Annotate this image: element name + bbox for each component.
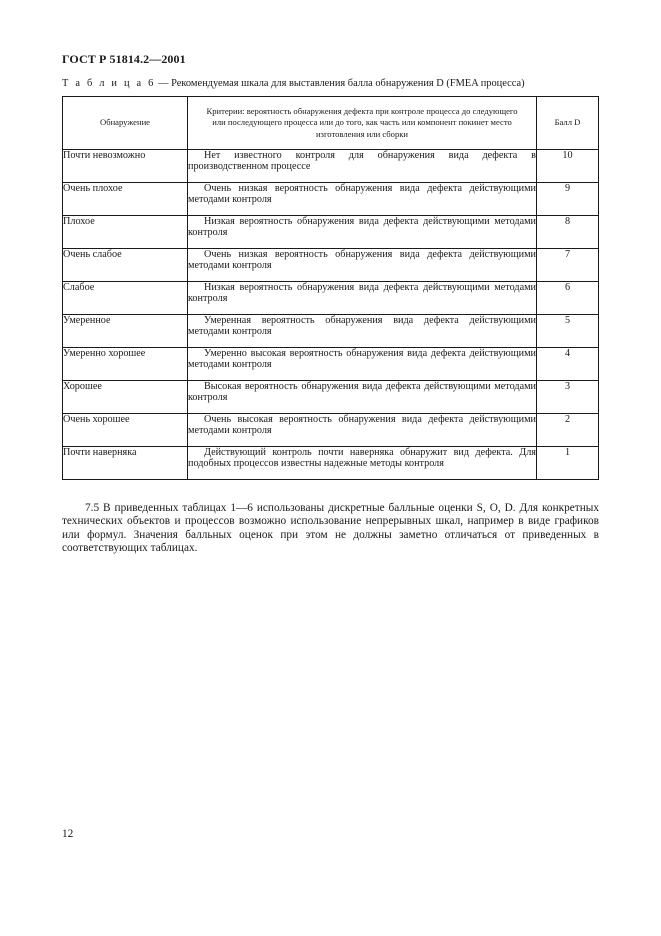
cell-score: 6 — [537, 282, 599, 315]
cell-detection: Почти невозможно — [63, 150, 188, 183]
header-detection: Обнаружение — [63, 97, 188, 150]
criteria-text: Нет известного контроля для обнаружения вида дефекта в производственном процессе — [188, 150, 536, 173]
cell-detection: Слабое — [63, 282, 188, 315]
cell-score: 7 — [537, 249, 599, 282]
criteria-text: Высокая вероятность обнаружения вида дефекта действующими методами контроля — [188, 381, 536, 404]
cell-score: 4 — [537, 348, 599, 381]
cell-detection: Плохое — [63, 216, 188, 249]
criteria-text: Очень низкая вероятность обнаружения вида дефекта действующими методами контроля — [188, 183, 536, 206]
header-criteria: Критерии: вероятность обнаружения дефекта при контроле процесса до следующего или последующего процесса или до того, как часть или компонент покинет место изготовления или сборки — [188, 97, 537, 150]
cell-criteria — [188, 183, 537, 216]
header-score: Балл D — [537, 97, 599, 150]
cell-score: 3 — [537, 381, 599, 414]
cell-score: 1 — [537, 447, 599, 480]
cell-criteria — [188, 216, 537, 249]
table-row — [63, 282, 599, 315]
table-row — [63, 150, 599, 183]
table-row — [63, 381, 599, 414]
table-row — [63, 447, 599, 480]
table-row — [63, 183, 599, 216]
cell-criteria — [188, 315, 537, 348]
table-caption — [62, 78, 622, 89]
table-row — [63, 315, 599, 348]
cell-criteria — [188, 150, 537, 183]
table-row — [63, 249, 599, 282]
cell-detection: Умеренное — [63, 315, 188, 348]
paragraph-text: 7.5 В приведенных таблицах 1—6 использованы дискретные балльные оценки S, O, D. Для конкретных технических объектов и процессов возможно использование непрерывных шкал, например в виде графиков или формул. Значения балльных оценок при этом не должны заметно отличаться от приведенных в соответствующих таблицах. — [62, 502, 599, 554]
paragraph-7-5 — [62, 502, 599, 555]
cell-detection: Умеренно хорошее — [63, 348, 188, 381]
page-number: 12 — [62, 828, 74, 840]
document-id: ГОСТ Р 51814.2—2001 — [62, 52, 186, 66]
criteria-text: Очень высокая вероятность обнаружения вида дефекта действующими методами контроля — [188, 414, 536, 437]
cell-criteria — [188, 414, 537, 447]
criteria-text: Очень низкая вероятность обнаружения вида дефекта действующими методами контроля — [188, 249, 536, 272]
table-title: — Рекомендуемая шкала для выставления балла обнаружения D (FMEA процесса) — [155, 78, 525, 89]
table-label: Т а б л и ц а 6 — [62, 78, 156, 89]
cell-criteria — [188, 348, 537, 381]
cell-detection: Очень слабое — [63, 249, 188, 282]
criteria-text: Действующий контроль почти наверняка обнаружит вид дефекта. Для подобных процессов известны надежные методы контроля — [188, 447, 536, 470]
criteria-text: Умеренная вероятность обнаружения вида дефекта действующими методами контроля — [188, 315, 536, 338]
cell-detection: Почти наверняка — [63, 447, 188, 480]
cell-criteria — [188, 282, 537, 315]
criteria-text: Низкая вероятность обнаружения вида дефекта действующими методами контроля — [188, 216, 536, 239]
detection-score-table — [62, 96, 599, 480]
cell-detection: Хорошее — [63, 381, 188, 414]
cell-score: 2 — [537, 414, 599, 447]
cell-criteria — [188, 249, 537, 282]
cell-score: 8 — [537, 216, 599, 249]
cell-score: 9 — [537, 183, 599, 216]
cell-score: 10 — [537, 150, 599, 183]
cell-score: 5 — [537, 315, 599, 348]
criteria-text: Умеренно высокая вероятность обнаружения вида дефекта действующими методами контроля — [188, 348, 536, 371]
table-header-row — [63, 97, 599, 150]
cell-criteria — [188, 381, 537, 414]
table-row — [63, 348, 599, 381]
cell-criteria — [188, 447, 537, 480]
criteria-text: Низкая вероятность обнаружения вида дефекта действующими методами контроля — [188, 282, 536, 305]
table-row — [63, 216, 599, 249]
cell-detection: Очень плохое — [63, 183, 188, 216]
cell-detection: Очень хорошее — [63, 414, 188, 447]
table-row — [63, 414, 599, 447]
